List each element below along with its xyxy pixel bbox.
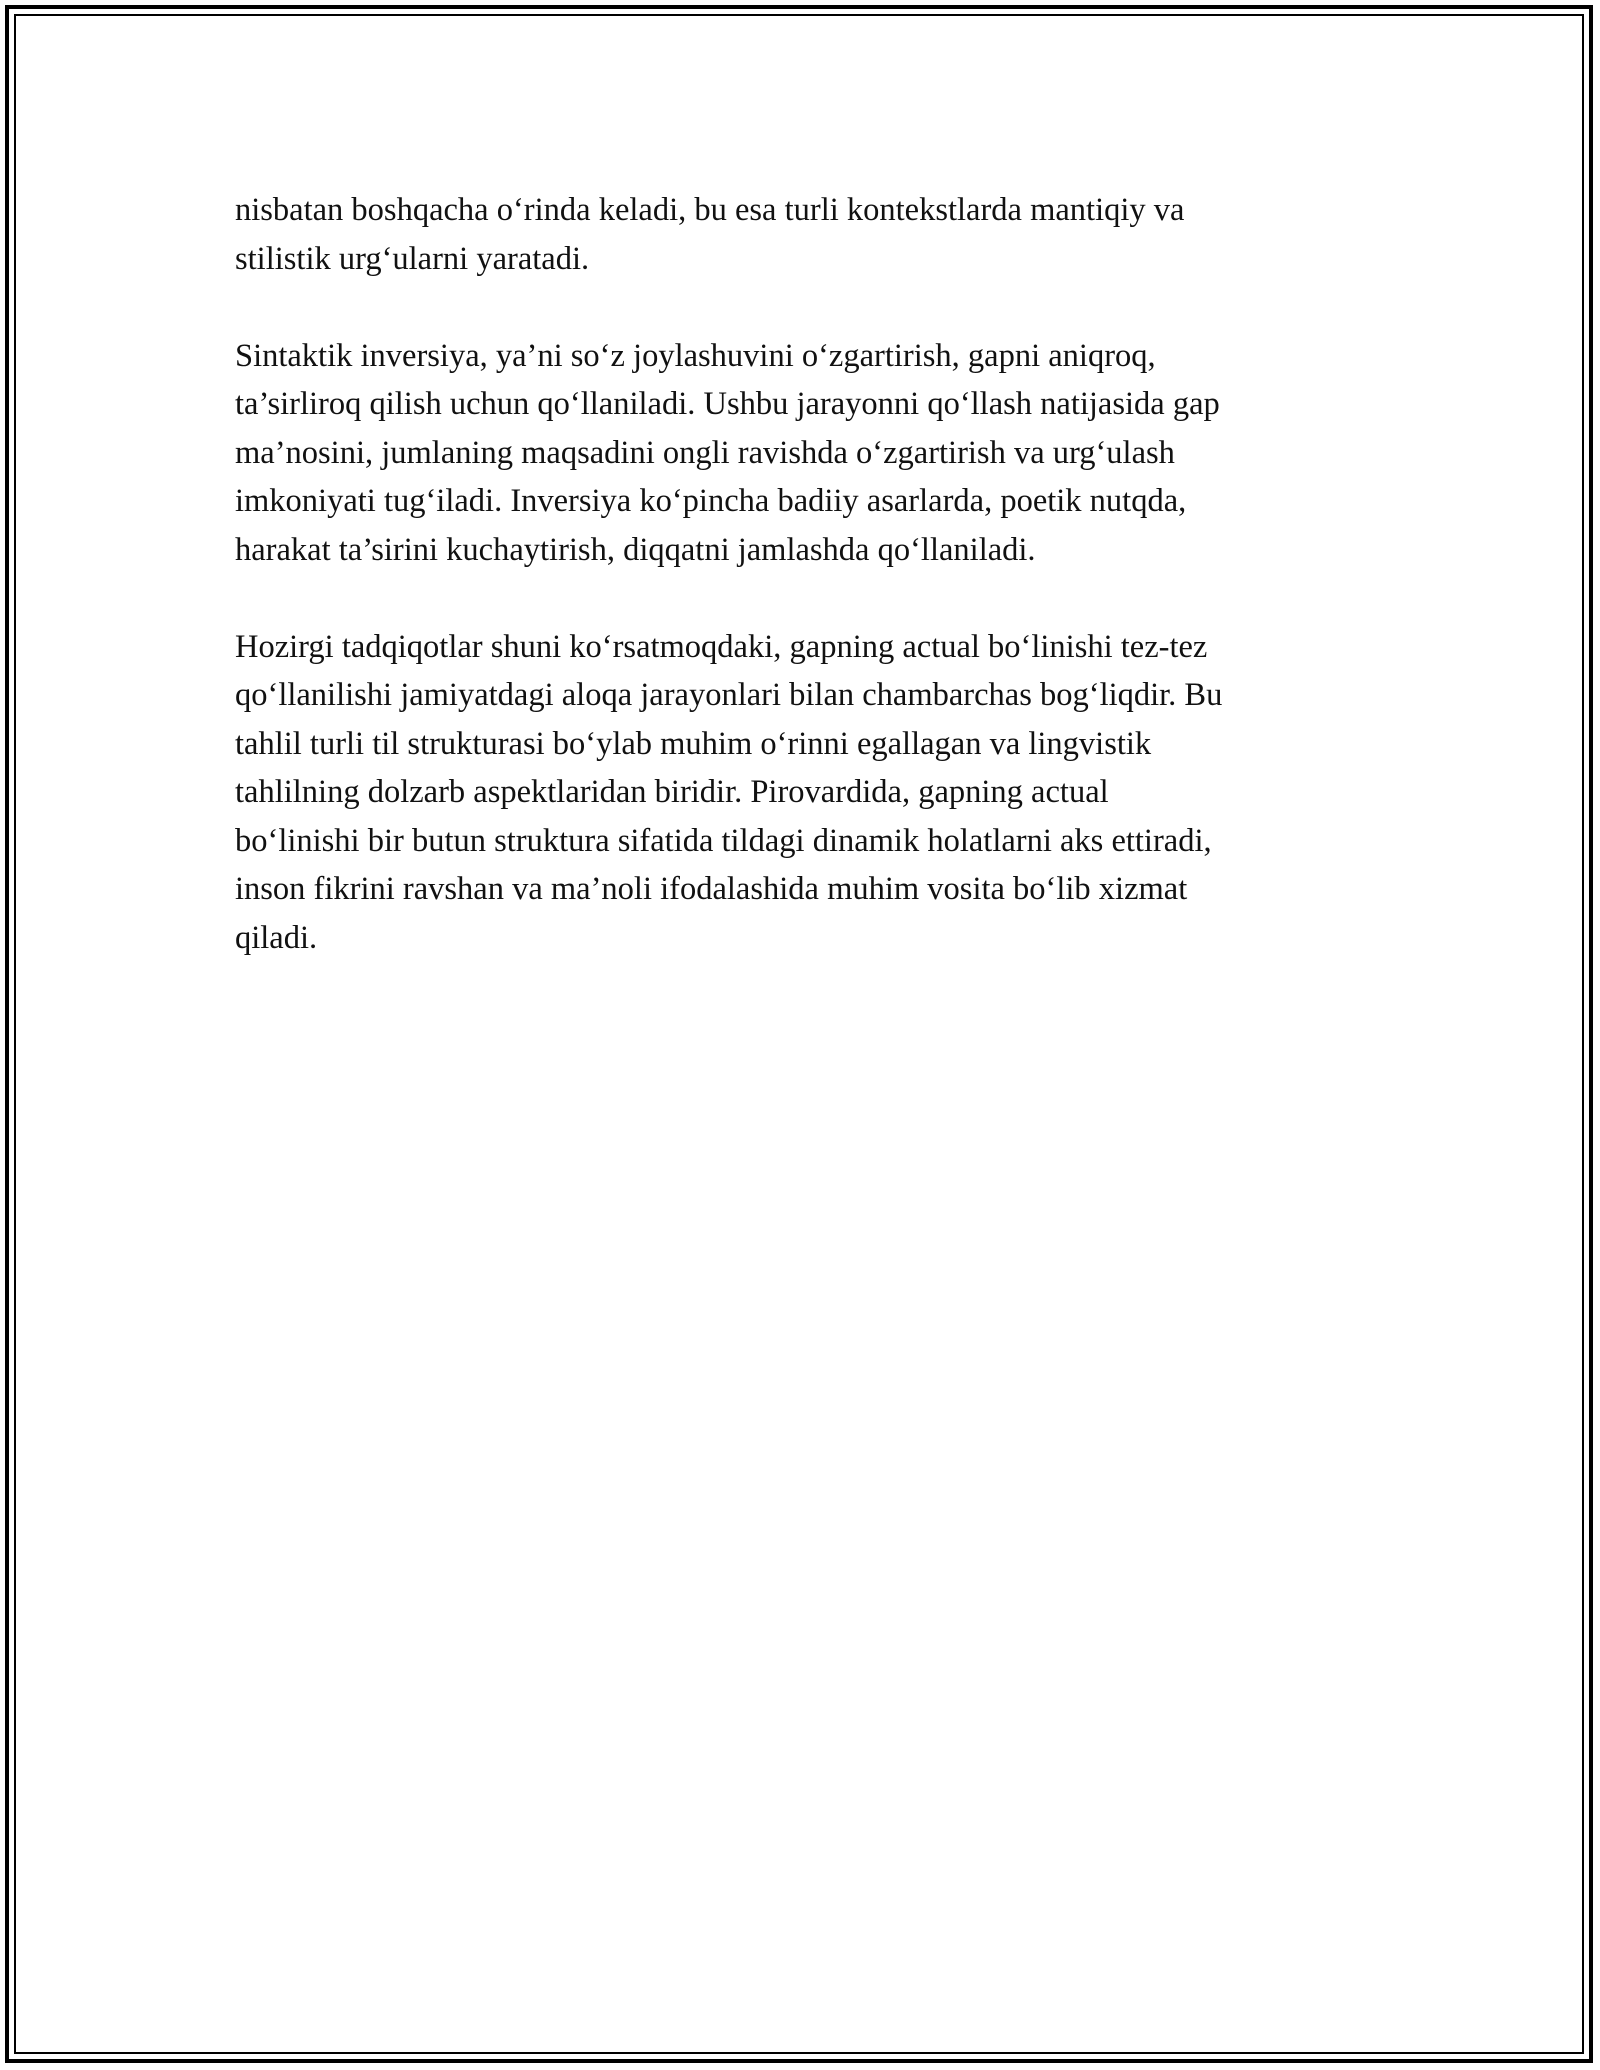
text-line: bo‘linishi bir butun struktura sifatida tildagi dinamik holatlarni aks ettiradi,	[235, 822, 1212, 859]
text-line: Sintaktik inversiya, ya’ni so‘z joylashuvini o‘zgartirish, gapni aniqroq,	[235, 337, 1156, 374]
paragraph-2	[235, 332, 1365, 575]
text-line: qo‘llanilishi jamiyatdagi aloqa jarayonlari bilan chambarchas bog‘liqdir. Bu	[235, 677, 1223, 713]
text-line: nisbatan boshqacha o‘rinda keladi, bu esa turli kontekstlarda mantiqiy va	[235, 192, 1185, 228]
text-line: ta’sirliroq qilish uchun qo‘llaniladi. Ushbu jarayonni qo‘llash natijasida gap	[235, 386, 1220, 422]
text-line: ma’nosini, jumlaning maqsadini ongli ravishda o‘zgartirish va urg‘ulash	[235, 434, 1175, 471]
text-line: harakat ta’sirini kuchaytirish, diqqatni jamlashda qo‘llaniladi.	[235, 531, 1036, 568]
text-line: inson fikrini ravshan va ma’noli ifodalashida muhim vosita bo‘lib xizmat	[235, 871, 1188, 907]
paragraph-1	[235, 186, 1365, 283]
text-line: tahlilning dolzarb aspektlaridan biridir. Pirovardida, gapning actual	[235, 774, 1109, 810]
text-line: qiladi.	[235, 919, 318, 956]
text-line: tahlil turli til strukturasi bo‘ylab muhim o‘rinni egallagan va lingvistik	[235, 725, 1152, 762]
text-line: stilistik urg‘ularni yaratadi.	[235, 240, 590, 277]
document-body	[235, 186, 1365, 1011]
text-line: imkoniyati tug‘iladi. Inversiya ko‘pincha badiiy asarlarda, poetik nutqda,	[235, 483, 1187, 519]
text-line: Hozirgi tadqiqotlar shuni ko‘rsatmoqdaki, gapning actual bo‘linishi tez-tez	[235, 628, 1208, 665]
paragraph-3	[235, 623, 1365, 963]
